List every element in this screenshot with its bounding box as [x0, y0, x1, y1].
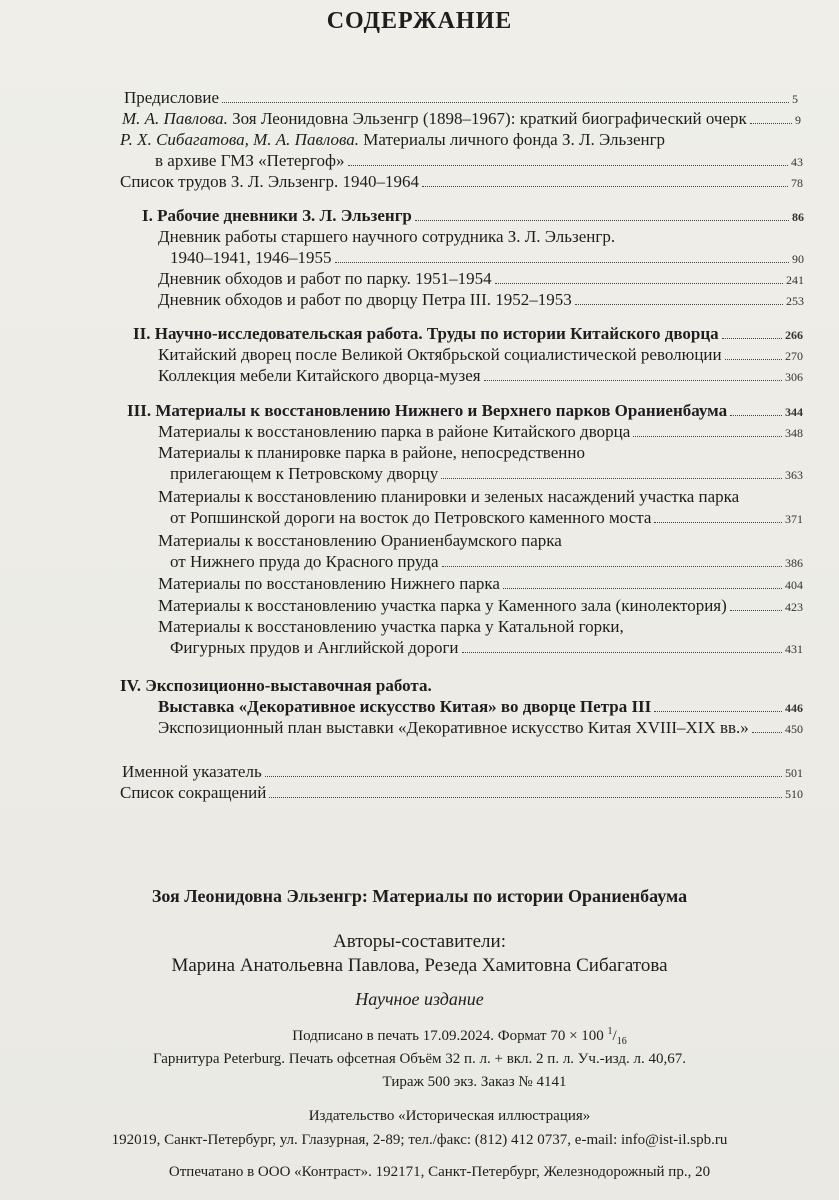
toc-section-heading: [142, 206, 804, 227]
leader-dots: [503, 574, 782, 589]
toc-entry: [120, 172, 803, 193]
toc-entry: [170, 552, 803, 573]
edition-type: Научное издание: [355, 989, 484, 1009]
leader-dots: [633, 422, 782, 437]
toc-entry-text: Материалы к восстановлению планировки и зеленых насаждений участка парка: [158, 487, 740, 506]
toc-page-number: 423: [785, 600, 803, 614]
leader-dots: [575, 290, 783, 305]
publisher-address: 192019, Санкт-Петербург, ул. Глазурная, 2-89; тел./факс: (812) 412 0737, e-mail: info@ist-il.spb.ru: [111, 1132, 728, 1148]
toc-entry-text: Зоя Леонидовна Эльзенгр (1898–1967): краткий биографический очерк: [227, 109, 747, 128]
toc-section-title: II. Научно-исследовательская работа. Труды по истории Китайского дворца: [133, 324, 719, 343]
toc-entry-text: Материалы личного фонда З. Л. Эльзенгр: [358, 130, 666, 149]
toc-entry-text: Китайский дворец после Великой Октябрьской социалистической революции: [158, 345, 722, 364]
toc-entry: [158, 443, 798, 463]
book-title: Зоя Леонидовна Эльзенгр: Материалы по истории Ораниенбаума: [151, 886, 688, 906]
leader-dots: [730, 401, 782, 416]
toc-entry: [158, 617, 798, 637]
toc-entry: [120, 130, 796, 150]
toc-section-subtitle: Выставка «Декоративное искусство Китая» во дворце Петра III: [158, 697, 652, 716]
leader-dots: [654, 697, 782, 712]
print-signed-line: Подписано в печать 17.09.2024. Формат 70 × 100 $^1/_{16}$: [292, 1026, 627, 1047]
toc-entry-text: Дневник работы старшего научного сотрудника З. Л. Эльзенгр.: [158, 227, 616, 246]
toc-entry: [122, 109, 801, 130]
toc-page-number: 306: [785, 370, 803, 384]
toc-entry: [158, 487, 803, 507]
format-fraction-denominator: 16: [616, 1036, 627, 1047]
toc-page-number: 253: [786, 294, 804, 308]
toc-section-title: IV. Экспозиционно-выставочная работа.: [120, 676, 432, 695]
leader-dots: [269, 783, 782, 798]
toc-page-number: 450: [785, 722, 803, 736]
toc-entry-text: прилегающем к Петровскому дворцу: [170, 464, 439, 483]
toc-entry: [158, 227, 798, 247]
toc-entry: [158, 345, 803, 366]
leader-dots: [415, 206, 789, 221]
compilers-names: Марина Анатольевна Павлова, Резеда Хамитовна Сибагатова: [171, 955, 668, 976]
toc-entry: [122, 762, 803, 783]
typeface-line: Гарнитура Peterburg. Печать офсетная Объём 32 п. л. + вкл. 2 п. л. Уч.-изд. л. 40,67.: [152, 1051, 687, 1067]
leader-dots: [484, 366, 782, 381]
leader-dots: [335, 248, 790, 263]
toc-page-number: 5: [792, 92, 798, 106]
toc-entry: [120, 783, 803, 804]
toc-entry-text: Материалы к планировке парка в районе, непосредственно: [158, 443, 585, 462]
toc-entry-text: Фигурных прудов и Английской дороги: [170, 638, 459, 657]
toc-entry-text: 1940–1941, 1946–1955: [170, 248, 332, 267]
toc-entry-text: Дневник обходов и работ по парку. 1951–1954: [158, 269, 492, 288]
leader-dots: [730, 596, 782, 611]
toc-page-number: 241: [786, 273, 804, 287]
toc-entry-author: Р. Х. Сибагатова, М. А. Павлова.: [120, 130, 359, 149]
printer-line: Отпечатано в ООО «Контраст». 192171, Санкт-Петербург, Железнодорожный пр., 20: [168, 1164, 711, 1180]
toc-section-title: I. Рабочие дневники З. Л. Эльзенгр: [142, 206, 412, 225]
toc-page-number: 78: [791, 176, 803, 190]
toc-entry: [158, 718, 803, 739]
toc-entry: [170, 508, 803, 529]
toc-entry-text: Дневник обходов и работ по дворцу Петра III. 1952–1953: [158, 290, 572, 309]
toc-page-number: 510: [785, 787, 803, 801]
toc-section-title: III. Материалы к восстановлению Нижнего и Верхнего парков Ораниенбаума: [127, 401, 728, 420]
toc-entry-text: Предисловие: [124, 88, 220, 107]
toc-entry: [158, 596, 803, 617]
toc-entry-text: от Нижнего пруда до Красного пруда: [170, 552, 439, 571]
leader-dots: [441, 464, 782, 479]
toc-entry-text: в архиве ГМЗ «Петергоф»: [155, 151, 345, 170]
toc-entry-text: Материалы к восстановлению участка парка у Каменного зала (кинолектория): [158, 596, 727, 615]
toc-page-number: 431: [785, 642, 803, 656]
toc-entry-text: Экспозиционный план выставки «Декоративное искусство Китая XVIII–XIX вв.»: [158, 718, 749, 737]
leader-dots: [654, 508, 782, 523]
toc-entry-text: Материалы к восстановлению парка в районе Китайского дворца: [158, 422, 631, 441]
leader-dots: [750, 109, 792, 124]
toc-section-heading: [127, 401, 803, 422]
toc-entry-text: Список сокращений: [120, 783, 267, 802]
toc-page-number: 9: [795, 113, 801, 127]
leader-dots: [222, 88, 789, 103]
leader-dots: [442, 552, 783, 567]
print-signed-text: Подписано в печать 17.09.2024. Формат 70 × 100: [292, 1028, 604, 1044]
toc-section-heading: [158, 697, 803, 718]
toc-page-number: 266: [785, 328, 803, 342]
toc-page-number: 501: [785, 766, 803, 780]
toc-entry-text: Коллекция мебели Китайского дворца-музея: [158, 366, 481, 385]
toc-page-number: 363: [785, 468, 803, 482]
toc-page-number: 371: [785, 512, 803, 526]
toc-entry-author: М. А. Павлова.: [122, 109, 228, 128]
leader-dots: [422, 172, 788, 187]
toc-page-number: 86: [792, 210, 804, 224]
toc-entry: [158, 366, 803, 387]
leader-dots: [462, 638, 782, 653]
format-fraction-numerator: 1: [607, 1026, 613, 1037]
toc-entry: [170, 464, 803, 485]
toc-entry: [158, 531, 798, 551]
leader-dots: [722, 324, 782, 339]
toc-entry: [170, 248, 804, 269]
toc-entry: [124, 88, 798, 109]
toc-entry-text: Материалы по восстановлению Нижнего парка: [158, 574, 500, 593]
toc-entry: [155, 151, 803, 172]
toc-page-number: 43: [791, 155, 803, 169]
toc-page-number: 404: [785, 578, 803, 592]
toc-entry: [158, 290, 804, 311]
toc-page-number: 90: [792, 252, 804, 266]
contents-heading: СОДЕРЖАНИЕ: [326, 8, 513, 34]
toc-entry: [158, 269, 804, 290]
toc-section-heading: [133, 324, 803, 345]
compilers-label: Авторы-составители:: [333, 931, 506, 952]
toc-page-number: 446: [785, 701, 803, 715]
print-run-line: Тираж 500 экз. Заказ № 4141: [382, 1074, 567, 1090]
leader-dots: [348, 151, 789, 166]
toc-entry-text: Именной указатель: [122, 762, 262, 781]
toc-entry-text: Материалы к восстановлению Ораниенбаумского парка: [158, 531, 562, 550]
toc-page-number: 270: [785, 349, 803, 363]
toc-page-number: 348: [785, 426, 803, 440]
leader-dots: [752, 718, 782, 733]
toc-entry-text: Материалы к восстановлению участка парка у Катальной горки,: [158, 617, 624, 636]
leader-dots: [725, 345, 782, 360]
toc-entry: [158, 422, 803, 443]
toc-entry: [170, 638, 803, 659]
toc-page-number: 344: [785, 405, 803, 419]
toc-page-number: 386: [785, 556, 803, 570]
leader-dots: [265, 762, 782, 777]
leader-dots: [495, 269, 783, 284]
toc-entry: [158, 574, 803, 595]
toc-entry-text: от Ропшинской дороги на восток до Петровского каменного моста: [170, 508, 652, 527]
toc-entry-text: Список трудов З. Л. Эльзенгр. 1940–1964: [120, 172, 419, 191]
publisher-name: Издательство «Историческая иллюстрация»: [308, 1108, 591, 1124]
toc-section-heading: [120, 676, 760, 696]
